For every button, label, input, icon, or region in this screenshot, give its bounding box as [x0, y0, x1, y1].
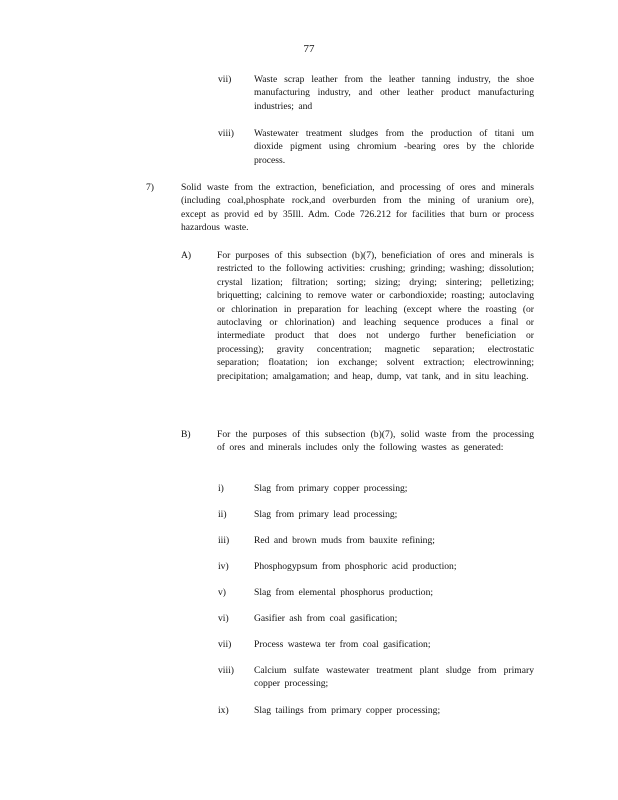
list-marker: i) — [218, 483, 224, 494]
list-marker: vii) — [218, 639, 232, 650]
list-item-ii — [218, 508, 534, 522]
list-item-iii — [218, 534, 534, 548]
list-item-i — [218, 482, 534, 496]
list-item-text: For purposes of this subsection (b)(7), beneficiation of ores and minerals is restricted to the following activities: crushing; grinding; washing; dissolution; crystal lization; filtration; sorting; sizing; drying; sintering; pelletizing; briquetting; calcining to remove water or carbondioxide; roasting; autoclaving or chlorination in preparation for leaching (except where the roasting (or autoclaving or chlorination) and leaching sequence produces a final or intermediate product that does not undergo further beneficiation or processing); gravity concentration; magnetic separation; electrostatic separation; floatation; ion exchange; solvent extraction; electrowinning; precipitation; amalgamation; and heap, dump, vat tank, and in situ leaching. — [217, 250, 534, 382]
list-item-vi — [218, 612, 534, 626]
list-item-text: Red and brown muds from bauxite refining; — [254, 535, 435, 546]
list-marker: iv) — [218, 561, 229, 572]
list-item-7-solid-waste — [146, 181, 534, 237]
list-item-a-beneficiation — [181, 249, 534, 417]
list-marker: viii) — [218, 128, 234, 139]
list-marker: viii) — [218, 665, 234, 676]
list-item-text: Wastewater treatment sludges from the production of titani um dioxide pigment using chromium -bearing ores by the chloride process. — [254, 128, 534, 166]
list-item-vii-leather — [218, 73, 534, 115]
list-marker: v) — [218, 587, 226, 598]
list-marker: A) — [181, 250, 192, 261]
list-item-text: Process wastewa ter from coal gasification; — [254, 639, 431, 650]
list-item-vii-coal — [218, 638, 534, 652]
list-marker: ix) — [218, 705, 229, 716]
list-marker: vii) — [218, 74, 232, 85]
list-item-text: Slag from elemental phosphorus production; — [254, 587, 434, 598]
page-number: 77 — [303, 43, 315, 55]
list-item-text: Phosphogypsum from phosphoric acid production; — [254, 561, 457, 572]
list-marker: ii) — [218, 509, 227, 520]
list-item-v — [218, 586, 534, 600]
list-marker: 7) — [146, 182, 154, 193]
list-item-text: Slag from primary copper processing; — [254, 483, 408, 494]
list-item-text: Slag tailings from primary copper processing; — [254, 705, 441, 716]
list-item-iv — [218, 560, 534, 574]
list-item-text: Waste scrap leather from the leather tanning industry, the shoe manufacturing industry, and other leather product manufacturing industries; and — [254, 74, 534, 112]
list-item-text: For the purposes of this subsection (b)(7), solid waste from the processing of ores and minerals includes only the following wastes as generated: — [217, 429, 534, 454]
list-item-ix — [218, 704, 534, 718]
list-item-viii-titanium — [218, 127, 534, 169]
list-item-b-processing — [181, 428, 534, 470]
list-item-text: Solid waste from the extraction, beneficiation, and processing of ores and minerals (including coal,phosphate rock,and overburden from the mining of uranium ore), except as provid ed by 35Ill. Adm. Code 726.212 for facilities that burn or process hazardous waste. — [181, 182, 534, 234]
list-item-text: Calcium sulfate wastewater treatment plant sludge from primary copper processing; — [254, 665, 534, 690]
list-marker: B) — [181, 429, 191, 440]
list-marker: iii) — [218, 535, 230, 546]
list-item-viii-calcium — [218, 664, 534, 692]
list-item-text: Slag from primary lead processing; — [254, 509, 398, 520]
list-marker: vi) — [218, 613, 229, 624]
list-item-text: Gasifier ash from coal gasification; — [254, 613, 398, 624]
